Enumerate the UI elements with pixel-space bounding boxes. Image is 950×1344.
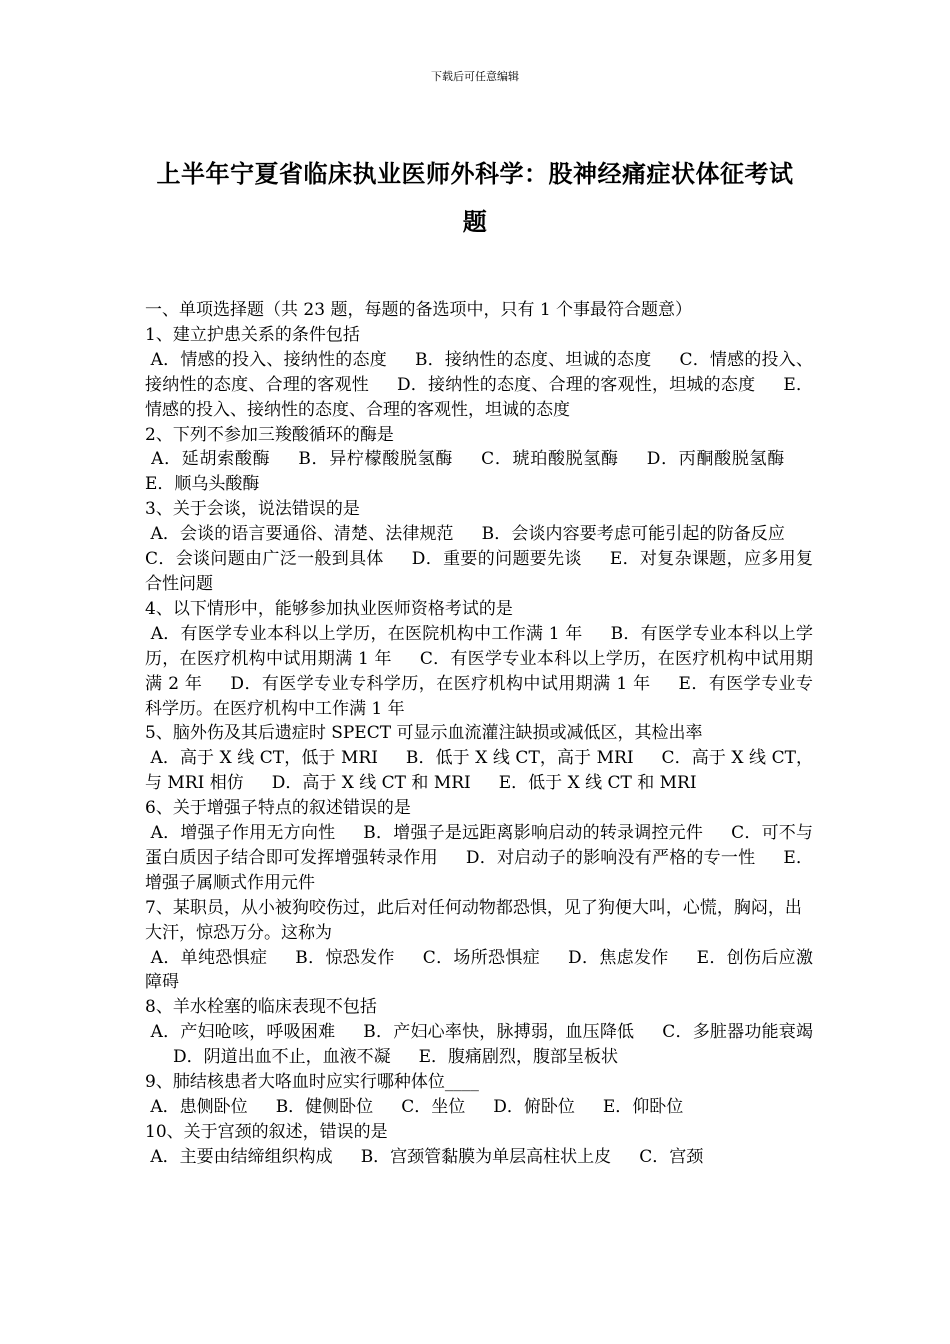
answer-option: A．单纯恐惧症 — [150, 947, 268, 968]
question-item — [145, 995, 813, 1070]
question-stem: 6、关于增强子特点的叙述错误的是 — [145, 798, 411, 819]
question-options — [145, 821, 813, 896]
question-item — [145, 721, 813, 796]
question-item — [145, 497, 813, 597]
question-options — [145, 447, 813, 497]
answer-option: C．多脏器功能衰竭 — [662, 1022, 814, 1043]
answer-option: E．创伤后应激障碍 — [145, 947, 814, 993]
question-item — [145, 896, 813, 996]
answer-option: C．有医学专业本科以上学历，在医疗机构中试用期满 2 年 — [145, 648, 813, 694]
answer-option: A．会谈的语言要通俗、清楚、法律规范 — [150, 524, 454, 545]
answer-option: C．场所恐惧症 — [422, 947, 541, 968]
answer-option: B．有医学专业本科以上学历，在医疗机构中试用期满 1 年 — [145, 623, 814, 669]
question-stem: 9、肺结核患者大咯血时应实行哪种体位____ — [145, 1072, 479, 1093]
question-stem: 5、脑外伤及其后遗症时 SPECT 可显示血流灌注缺损或减低区，其检出率 — [145, 723, 703, 744]
answer-option: A．主要由结缔组织构成 — [150, 1146, 333, 1167]
answer-option: D．俯卧位 — [493, 1097, 575, 1117]
answer-option: E．增强子属顺式作用元件 — [145, 847, 813, 893]
answer-option: D．丙酮酸脱氢酶 — [646, 449, 785, 470]
answer-option: E．低于 X 线 CT 和 MRI — [498, 773, 697, 794]
answer-option: B．增强子是远距离影响启动的转录调控元件 — [363, 823, 704, 844]
document-body — [145, 298, 813, 1170]
answer-option: A．情感的投入、接纳性的态度 — [150, 349, 387, 370]
question-options — [145, 1095, 813, 1120]
answer-option: E．对复杂课题，应多用复合性问题 — [145, 549, 813, 594]
question-item — [145, 796, 813, 896]
answer-option: D．高于 X 线 CT 和 MRI — [271, 773, 471, 794]
question-options — [145, 348, 813, 423]
document-title: 上半年宁夏省临床执业医师外科学：股神经痛症状体征考试题 — [156, 159, 794, 236]
section-heading: 一、单项选择题（共 23 题，每题的备选项中，只有 1 个事最符合题意） — [145, 300, 693, 320]
answer-option: D．有医学专业专科学历，在医疗机构中试用期满 1 年 — [230, 673, 651, 694]
question-options — [145, 622, 813, 722]
answer-option: D．对启动子的影响没有严格的专一性 — [465, 847, 756, 868]
question-options — [145, 746, 813, 796]
page-header-note: 下载后可任意编辑 — [431, 70, 519, 83]
answer-option: A．延胡索酸酶 — [151, 449, 271, 470]
question-item — [145, 423, 813, 498]
answer-option: C．坐位 — [401, 1097, 466, 1117]
question-options — [145, 1145, 813, 1170]
answer-option: E．仰卧位 — [602, 1097, 684, 1117]
question-item — [145, 323, 813, 423]
answer-option: B．低于 X 线 CT，高于 MRI — [405, 748, 634, 769]
question-options — [145, 946, 813, 996]
question-options — [145, 1020, 813, 1070]
question-options — [145, 522, 813, 597]
answer-option: E．有医学专业专科学历。在医疗机构中工作满 1 年 — [145, 673, 813, 719]
answer-option: B．异柠檬酸脱氢酶 — [298, 449, 454, 470]
answer-option: A．产妇呛咳，呼吸困难 — [150, 1022, 336, 1043]
question-list — [145, 323, 813, 1170]
answer-option: C．会谈问题由广泛一般到具体 — [145, 549, 384, 570]
question-stem: 3、关于会谈，说法错误的是 — [145, 499, 360, 520]
question-stem: 7、某职员，从小被狗咬伤过，此后对任何动物都恐惧，见了狗便大叫，心慌，胸闷，出大汗，惊恐万分。这称为 — [145, 897, 802, 943]
answer-option: A．高于 X 线 CT，低于 MRI — [150, 748, 378, 769]
answer-option: E．顺乌头酸酶 — [145, 474, 260, 495]
answer-option: A．有医学专业本科以上学历，在医院机构中工作满 1 年 — [150, 623, 583, 644]
question-item — [145, 1070, 813, 1120]
answer-option: B．健侧卧位 — [275, 1097, 374, 1117]
question-stem: 2、下列不参加三羧酸循环的酶是 — [145, 424, 394, 445]
question-item — [145, 1120, 813, 1170]
answer-option: D．焦虑发作 — [568, 947, 669, 968]
answer-option: D．接纳性的态度、合理的客观性，坦城的态度 — [396, 374, 756, 395]
answer-option: C．高于 X 线 CT，与 MRI 相仿 — [145, 748, 814, 794]
answer-option: B．宫颈管黏膜为单层高柱状上皮 — [360, 1146, 612, 1167]
question-stem: 10、关于宫颈的叙述，错误的是 — [145, 1121, 388, 1142]
answer-option: B．产妇心率快，脉搏弱，血压降低 — [363, 1022, 635, 1043]
answer-option: E．腹痛剧烈，腹部呈板状 — [418, 1047, 619, 1068]
answer-option: D．重要的问题要先谈 — [411, 549, 582, 570]
answer-option: D．阴道出血不止，血液不凝 — [173, 1047, 391, 1068]
answer-option: A．患侧卧位 — [150, 1097, 248, 1117]
answer-option: B．接纳性的态度、坦诚的态度 — [414, 349, 652, 370]
answer-option: E．情感的投入、接纳性的态度、合理的客观性，坦诚的态度 — [145, 374, 813, 420]
answer-option: B．惊恐发作 — [295, 947, 395, 968]
answer-option: C．可不与蛋白质因子结合即可发挥增强转录作用 — [145, 823, 813, 868]
question-stem: 4、以下情形中，能够参加执业医师资格考试的是 — [145, 598, 513, 619]
answer-option: A．增强子作用无方向性 — [150, 823, 336, 844]
question-stem: 8、羊水栓塞的临床表现不包括 — [145, 997, 377, 1018]
question-stem: 1、建立护患关系的条件包括 — [145, 324, 360, 345]
answer-option: C．情感的投入、接纳性的态度、合理的客观性 — [145, 349, 813, 395]
question-item — [145, 597, 813, 722]
answer-option: C．琥珀酸脱氢酶 — [481, 449, 619, 470]
answer-option: B．会谈内容要考虑可能引起的防备反应 — [481, 524, 786, 545]
answer-option: C．宫颈 — [639, 1146, 704, 1167]
